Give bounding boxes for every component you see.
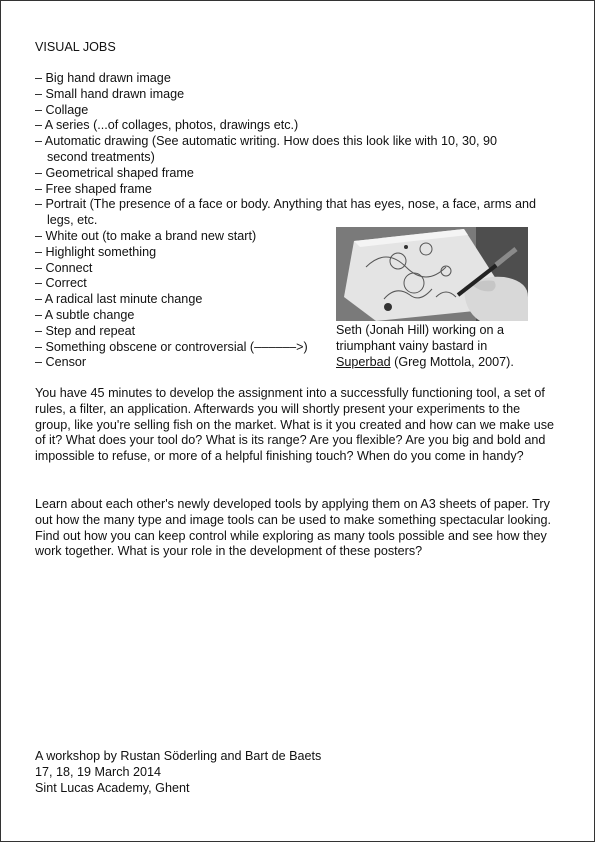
photo-caption bbox=[336, 323, 536, 370]
film-still-photo bbox=[336, 227, 528, 321]
list-item: – A series (...of collages, photos, drawings etc.) bbox=[35, 118, 299, 133]
list-item: – Censor bbox=[35, 355, 87, 370]
caption-text: Seth (Jonah Hill) working on a triumphant vainy bastard in bbox=[336, 323, 504, 353]
caption-credit: (Greg Mottola, 2007). bbox=[394, 354, 514, 369]
list-item: – White out (to make a brand new start) bbox=[35, 228, 257, 243]
list-item: – Highlight something bbox=[35, 244, 157, 259]
list-item: – Portrait (The presence of a face or body. Anything that has eyes, nose, a face, arms and legs, etc. bbox=[35, 197, 537, 228]
list-item: – Free shaped frame bbox=[35, 181, 152, 196]
list-item: – Something obscene or controversial (––––––>) bbox=[35, 339, 308, 354]
drawing-hand-illustration bbox=[336, 227, 528, 321]
workshop-venue: Sint Lucas Academy, Ghent bbox=[35, 780, 190, 795]
film-title-link[interactable]: Superbad bbox=[336, 354, 391, 369]
posters-paragraph: Learn about each other's newly developed tools by applying them on A3 sheets of paper. Try out how the many type and image tools can be used to make something spectacular looking. Find out how you can keep control while exploring as many tools possible and see how they work together. What is your role in the development of these posters? bbox=[35, 497, 551, 559]
list-item: – A subtle change bbox=[35, 307, 135, 322]
list-item: – Big hand drawn image bbox=[35, 71, 171, 85]
list-item: – A radical last minute change bbox=[35, 292, 203, 307]
list-item: – Correct bbox=[35, 276, 87, 291]
list-item: – Geometrical shaped frame bbox=[35, 165, 194, 180]
document-title: VISUAL JOBS bbox=[35, 40, 116, 54]
list-item: – Step and repeat bbox=[35, 323, 136, 338]
list-item: – Automatic drawing (See automatic writing. How does this look like with 10, 30, 90 second treatments) bbox=[35, 134, 498, 164]
assignment-paragraph: You have 45 minutes to develop the assignment into a successfully functioning tool, a set of rules, a filter, an application. Afterwards you will shortly present your experiments to the group, like you're selling fish on the market. What is it you created and how can we make use of it? What does your tool do? What is its range? Are you flexible? Are you big and bold and impossible to refuse, or more of a helpful finishing touch? When do you come in handy? bbox=[35, 386, 555, 464]
list-item: – Collage bbox=[35, 102, 89, 117]
list-item: – Small hand drawn image bbox=[35, 86, 185, 101]
workshop-footer bbox=[35, 749, 321, 796]
workshop-dates: 17, 18, 19 March 2014 bbox=[35, 764, 162, 779]
list-item: – Connect bbox=[35, 260, 93, 275]
workshop-credit: A workshop by Rustan Söderling and Bart de Baets bbox=[35, 749, 322, 763]
